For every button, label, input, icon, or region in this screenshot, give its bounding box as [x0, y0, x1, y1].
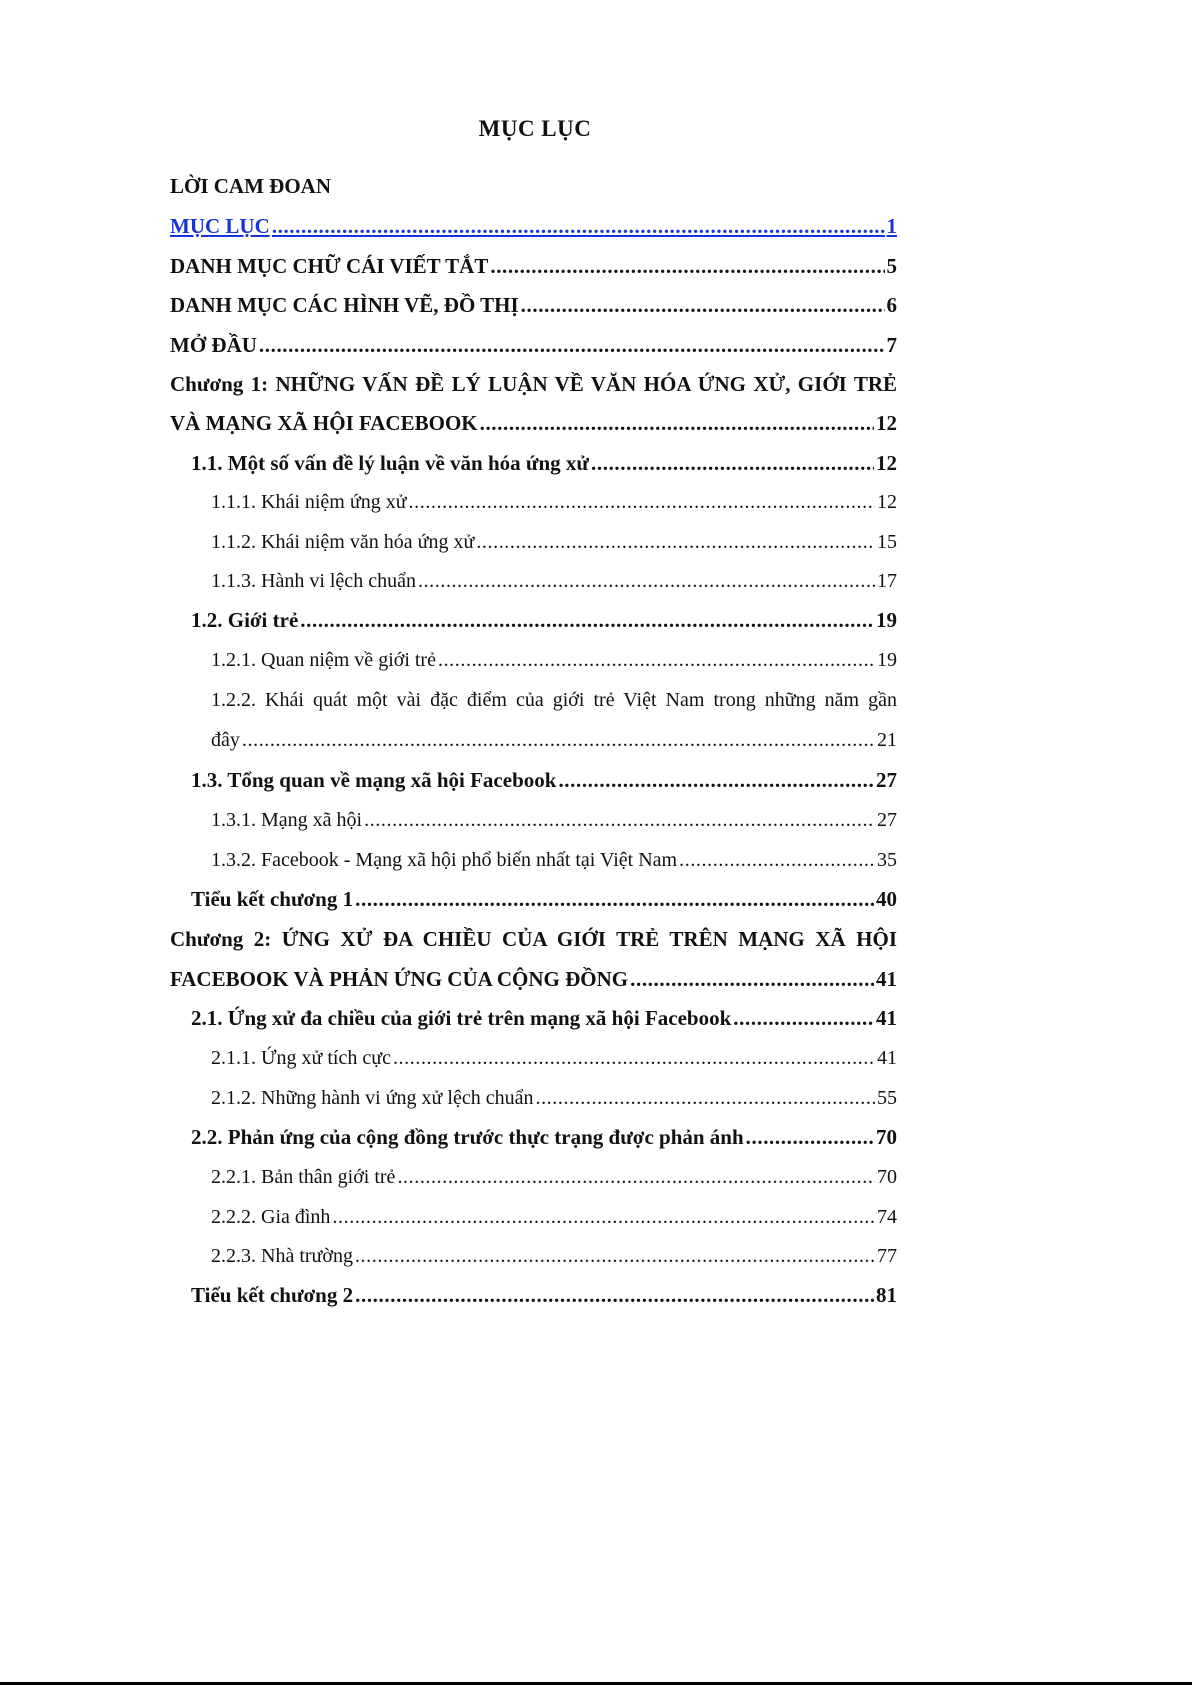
dot-leader [521, 285, 885, 325]
toc-subsection [211, 561, 897, 601]
toc-chapter-heading-line1 [170, 364, 897, 404]
toc-subsection [211, 1197, 897, 1237]
dot-leader [733, 998, 874, 1038]
toc-section [191, 443, 897, 483]
dot-leader [393, 1038, 875, 1078]
dot-leader [480, 403, 874, 443]
toc-entry-text: 1.2.2. Khái quát một vài đặc điểm của giới trẻ Việt Nam trong những năm gần [211, 689, 897, 711]
toc-page-number: 5 [886, 254, 897, 278]
toc-page-number[interactable]: 1 [886, 214, 897, 238]
page-title: MỤC LỤC [478, 116, 592, 141]
toc-subsection [211, 1236, 897, 1276]
toc-section [191, 600, 897, 640]
toc-entry-loi-cam-doan [170, 166, 897, 206]
toc-subsection [211, 1078, 897, 1118]
toc-entry-text: đây [211, 729, 240, 751]
toc-chapter-heading-line2 [170, 403, 897, 443]
dot-leader [490, 246, 884, 286]
toc-subsection [211, 1038, 897, 1078]
toc-entry-text: Tiểu kết chương 1 [191, 887, 354, 911]
dot-leader [272, 206, 885, 246]
toc-subsection [211, 840, 897, 880]
toc-page-number: 77 [877, 1245, 897, 1267]
toc-page-number: 35 [877, 849, 897, 871]
dot-leader [300, 600, 874, 640]
dot-leader [476, 522, 875, 562]
dot-leader [535, 1078, 875, 1118]
toc-page-number: 17 [877, 570, 897, 592]
toc-subsection-line2 [211, 720, 897, 760]
toc-entry-text: 2.1.2. Những hành vi ứng xử lệch chuẩn [211, 1087, 534, 1109]
toc-page-number: 41 [876, 967, 897, 991]
toc-entry-text: MỞ ĐẦU [170, 333, 257, 357]
toc-entry-text: 2.1.1. Ứng xử tích cực [211, 1047, 391, 1069]
toc-page-number: 27 [877, 809, 897, 831]
toc-section [191, 1275, 897, 1315]
toc-entry-text: 1.2. Giới trẻ [191, 608, 299, 632]
toc-entry [170, 285, 897, 325]
toc-entry-text: DANH MỤC CÁC HÌNH VẼ, ĐỒ THỊ [170, 293, 519, 317]
toc-subsection [211, 640, 897, 680]
dot-leader [558, 760, 874, 800]
toc-section [191, 1117, 897, 1157]
toc-entry-text: 1.3.1. Mạng xã hội [211, 809, 363, 831]
toc-entry-text: 1.3.2. Facebook - Mạng xã hội phổ biến nhất tại Việt Nam [211, 849, 678, 871]
dot-leader [364, 800, 875, 840]
toc-chapter-heading-line2 [170, 959, 897, 999]
toc-page-number: 41 [876, 1006, 897, 1030]
dot-leader [355, 1236, 875, 1276]
toc-subsection-line1 [211, 680, 897, 720]
toc-entry-text: 2.2.3. Nhà trường [211, 1245, 353, 1267]
toc-entry-text: 1.1.1. Khái niệm ứng xử [211, 491, 407, 513]
toc-entry-text: 1.2.1. Quan niệm về giới trẻ [211, 649, 436, 671]
dot-leader [332, 1197, 875, 1237]
toc-entry-text: Chương 2: ỨNG XỬ ĐA CHIỀU CỦA GIỚI TRẺ TRÊN MẠNG XÃ HỘI [170, 927, 897, 951]
dot-leader [242, 720, 875, 760]
toc-page-number: 6 [886, 293, 897, 317]
dot-leader [591, 443, 874, 483]
toc-entry-text: 2.1. Ứng xử đa chiều của giới trẻ trên mạng xã hội Facebook [191, 1006, 732, 1030]
toc-page-number: 19 [876, 608, 897, 632]
toc-page-number: 7 [886, 333, 897, 357]
toc-entry-text: DANH MỤC CHỮ CÁI VIẾT TẮT [170, 254, 489, 278]
toc-entry-muc-luc-link[interactable] [170, 206, 897, 246]
toc-entry-text: FACEBOOK VÀ PHẢN ỨNG CỦA CỘNG ĐỒNG [170, 967, 629, 991]
toc-page-number: 21 [877, 729, 897, 751]
toc-entry-text: 2.2.1. Bản thân giới trẻ [211, 1166, 396, 1188]
toc-page-number: 70 [876, 1125, 897, 1149]
dot-leader [679, 840, 875, 880]
toc-entry-text: LỜI CAM ĐOAN [170, 174, 331, 198]
toc-page-number: 12 [876, 451, 897, 475]
toc-subsection [211, 522, 897, 562]
toc-page-number: 12 [876, 411, 897, 435]
toc-entry [170, 325, 897, 365]
dot-leader [397, 1157, 875, 1197]
toc-page-number: 70 [877, 1166, 897, 1188]
dot-leader [746, 1117, 874, 1157]
toc-page-number: 12 [877, 491, 897, 513]
toc-entry-text[interactable]: MỤC LỤC [170, 214, 270, 238]
toc-section [191, 879, 897, 919]
toc-page-number: 27 [876, 768, 897, 792]
toc-page-number: 81 [876, 1283, 897, 1307]
dot-leader [418, 561, 875, 601]
dot-leader [259, 325, 885, 365]
dot-leader [355, 879, 874, 919]
toc-subsection [211, 482, 897, 522]
toc-section [191, 998, 897, 1038]
toc-entry-text: Tiểu kết chương 2 [191, 1283, 354, 1307]
toc-section [191, 760, 897, 800]
toc-chapter-heading-line1 [170, 919, 897, 959]
toc-page-number: 55 [877, 1087, 897, 1109]
toc-entry-text: VÀ MẠNG XÃ HỘI FACEBOOK [170, 411, 478, 435]
toc-page-number: 19 [877, 649, 897, 671]
dot-leader [355, 1275, 874, 1315]
toc-page-number: 40 [876, 887, 897, 911]
dot-leader [630, 959, 874, 999]
toc-subsection [211, 800, 897, 840]
toc-page-number: 15 [877, 531, 897, 553]
toc-page-number: 41 [877, 1047, 897, 1069]
toc-page-number: 74 [877, 1206, 897, 1228]
toc-entry-text: 1.3. Tổng quan về mạng xã hội Facebook [191, 768, 557, 792]
toc-entry-text: 1.1.2. Khái niệm văn hóa ứng xử [211, 531, 475, 553]
dot-leader [438, 640, 875, 680]
toc-entry-text: Chương 1: NHỮNG VẤN ĐỀ LÝ LUẬN VỀ VĂN HÓA ỨNG XỬ, GIỚI TRẺ [170, 372, 897, 396]
dot-leader [409, 482, 875, 522]
toc-entry-text: 2.2. Phản ứng của cộng đồng trước thực trạng được phản ánh [191, 1125, 744, 1149]
toc-entry [170, 246, 897, 286]
toc-subsection [211, 1157, 897, 1197]
toc-entry-text: 2.2.2. Gia đình [211, 1206, 331, 1228]
toc-entry-text: 1.1. Một số vấn đề lý luận về văn hóa ứng xử [191, 451, 590, 475]
toc-entry-text: 1.1.3. Hành vi lệch chuẩn [211, 570, 416, 592]
